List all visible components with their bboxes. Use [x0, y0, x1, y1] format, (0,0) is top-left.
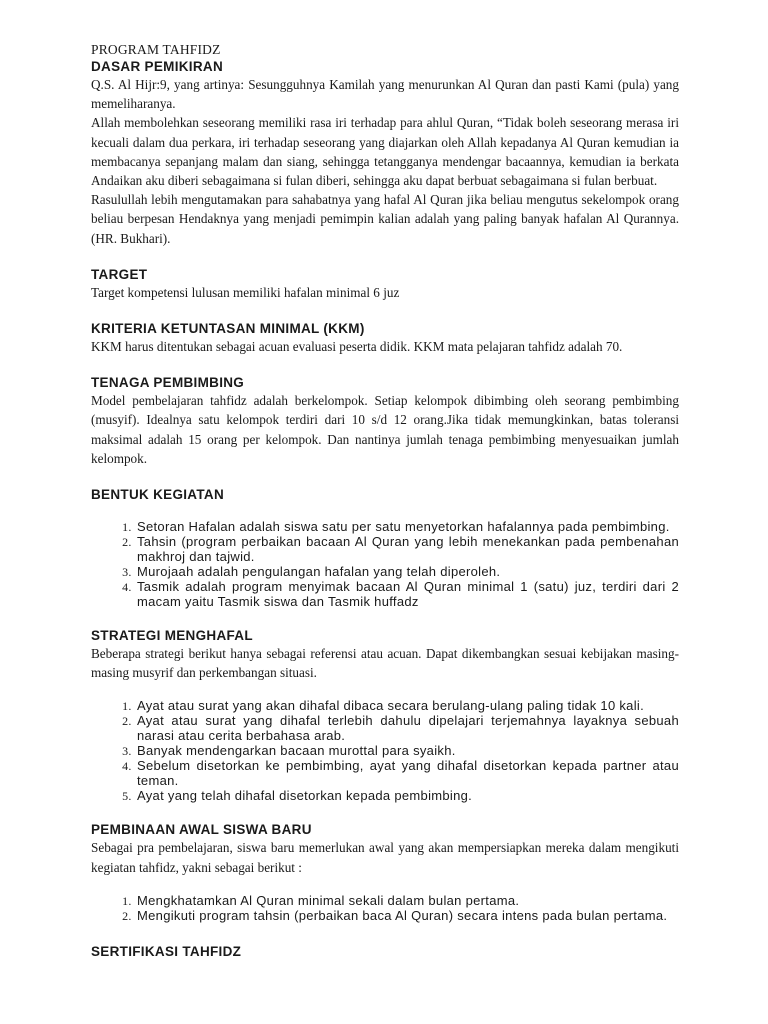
section-heading-kkm: KRITERIA KETUNTASAN MINIMAL (KKM): [91, 321, 365, 337]
list-item: 1. Setoran Hafalan adalah siswa satu per satu menyetorkan hafalannya pada pembimbing.: [135, 519, 679, 534]
list-item: 4. Sebelum disetorkan ke pembimbing, ayat yang dihafal disetorkan kepada partner atau teman.: [135, 758, 679, 788]
list-pembinaan-awal: [91, 893, 679, 923]
section-heading-target: TARGET: [91, 266, 148, 282]
list-item: 3. Murojaah adalah pengulangan hafalan yang telah diperoleh.: [135, 564, 679, 579]
list-item: 2. Mengikuti program tahsin (perbaikan baca Al Quran) secara intens pada bulan pertama.: [135, 908, 679, 923]
section-heading-sertifikasi: SERTIFIKASI TAHFIDZ: [91, 943, 242, 959]
section-heading-bentuk-kegiatan: BENTUK KEGIATAN: [91, 487, 224, 503]
paragraph-kkm: KKM harus ditentukan sebagai acuan evaluasi peserta didik. KKM mata pelajaran tahfidz adalah 70.: [91, 339, 623, 355]
list-strategi-menghafal: [91, 698, 679, 803]
list-item: 4. Tasmik adalah program menyimak bacaan Al Quran minimal 1 (satu) juz, terdiri dari 2 macam yaitu Tasmik siswa dan Tasmik huffadz: [135, 579, 679, 609]
list-item: 3. Banyak mendengarkan bacaan murottal para syaikh.: [135, 743, 679, 758]
paragraph-strategi: Beberapa strategi berikut hanya sebagai referensi atau acuan. Dapat dikembangkan sesuai kebijakan masing-masing musyrif dan perkembangan situasi.: [91, 646, 679, 681]
document-title: PROGRAM TAHFIDZ: [91, 42, 221, 57]
section-heading-pembinaan-awal: PEMBINAAN AWAL SISWA BARU: [91, 822, 312, 838]
list-item: 1. Mengkhatamkan Al Quran minimal sekali dalam bulan pertama.: [135, 893, 679, 908]
paragraph-target: Target kompetensi lulusan memiliki hafalan minimal 6 juz: [91, 284, 400, 300]
list-item: 5. Ayat yang telah dihafal disetorkan kepada pembimbing.: [135, 788, 679, 803]
list-item: 1. Ayat atau surat yang akan dihafal dibaca secara berulang-ulang paling tidak 10 kali.: [135, 698, 679, 713]
paragraph-pembinaan: Sebagai pra pembelajaran, siswa baru memerlukan awal yang akan mempersiapkan mereka dalam mengikuti kegiatan tahfidz, yakni sebagai berikut :: [91, 840, 679, 875]
section-heading-strategi-menghafal: STRATEGI MENGHAFAL: [91, 628, 253, 644]
paragraph-dasar-2: Allah membolehkan seseorang memiliki rasa iri terhadap para ahlul Quran, “Tidak boleh seseorang merasa iri kecuali dalam dua perkara, iri terhadap seseorang yang diajarkan oleh Allah kepadanya Al Quran kemudian ia membacanya sepanjang malam dan siang, sehingga tetangganya mendengar bacaannya, kemudian ia berkata Andaikan aku diberi sebagaimana si fulan diberi, sehingga aku dapat berbuat sebagaimana si fulan berbuat.: [91, 115, 679, 189]
list-item: 2. Tahsin (program perbaikan bacaan Al Quran yang lebih menekankan pada pembenahan makhroj dan tajwid.: [135, 534, 679, 564]
section-heading-dasar-pemikiran: DASAR PEMIKIRAN: [91, 59, 224, 74]
paragraph-tenaga-pembimbing: Model pembelajaran tahfidz adalah berkelompok. Setiap kelompok dibimbing oleh seorang pembimbing (musyif). Idealnya satu kelompok terdiri dari 10 s/d 12 orang.Jika tidak memungkinkan, batas toleransi maksimal adalah 15 orang per kelompok. Dan nantinya jumlah tenaga pembimbing menyesuaikan jumlah kelompok.: [91, 393, 679, 466]
document-page: [91, 42, 679, 960]
list-bentuk-kegiatan: [91, 519, 679, 609]
list-item: 2. Ayat atau surat yang dihafal terlebih dahulu dipelajari terjemahnya layaknya sebuah narasi atau cerita berbahasa arab.: [135, 713, 679, 743]
section-heading-tenaga-pembimbing: TENAGA PEMBIMBING: [91, 375, 245, 391]
paragraph-dasar-3: Rasulullah lebih mengutamakan para sahabatnya yang hafal Al Quran jika beliau mengutus sekelompok orang beliau berpesan Hendaknya yang menjadi pemimpin kalian adalah yang paling banyak hafalan Al Qurannya. (HR. Bukhari).: [91, 192, 679, 246]
paragraph-dasar-1: Q.S. Al Hijr:9, yang artinya: Sesungguhnya Kamilah yang menurunkan Al Quran dan pasti Kami (pula) yang memeliharanya.: [91, 77, 679, 112]
